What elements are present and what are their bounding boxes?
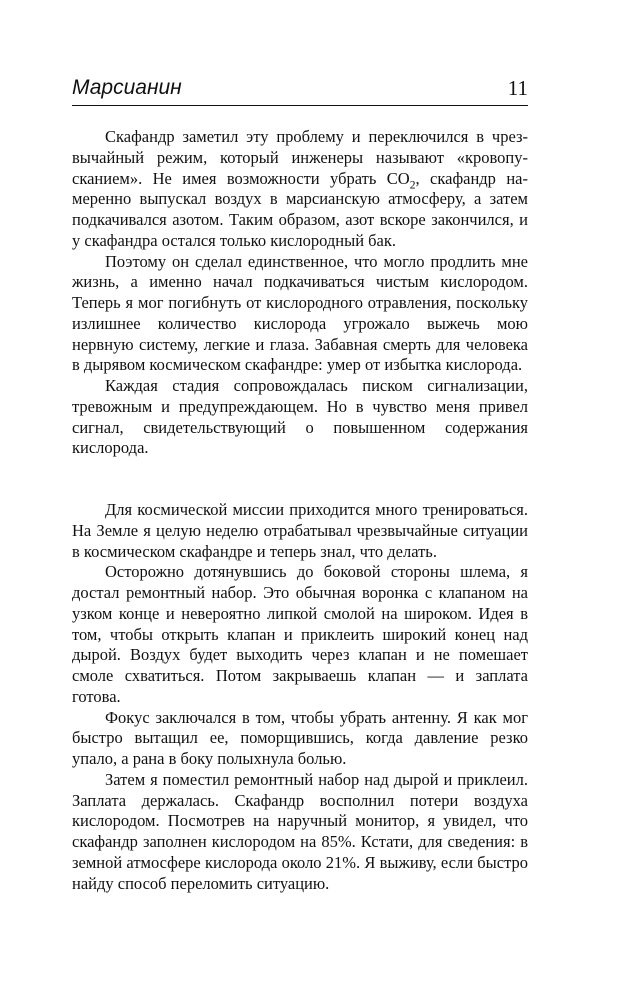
section-break	[72, 459, 528, 500]
body-text	[72, 127, 528, 894]
paragraph: Осторожно дотянувшись до боковой стороны шлема, я достал ремонтный набор. Это обычная воронка с клапаном на узком конце и невероятно липкой смолой на широком. Идея в том, чтобы открыть клапан и приклеить широкий конец над дырой. Воздух будет выходить через клапан и не помешает смоле схватиться. Потом закрываешь клапан — и заплата готова.	[72, 562, 528, 706]
paragraph: Поэтому он сделал единственное, что могло продлить мне жизнь, а именно начал подкачиваться чистым кислородом. Теперь я мог погибнуть от кислородного отравления, поскольку излишнее количество кислорода угрожало выжечь мою нервную систему, легкие и глаза. Забавная смерть для человека в дырявом космическом скафандре: умер от избытка кислорода.	[72, 251, 528, 375]
paragraph: Для космической миссии приходится много тренироваться. На Земле я целую неделю отрабатывал чрезвычайные ситуации в космическом скафандре и теперь знал, что делать.	[72, 500, 528, 561]
paragraph: Скафандр заметил эту проблему и переключился в чрезвычайный режим, который инженеры называют «кровопусканием». Не имея возможности убрать $CO_2$, скафандр намеренно выпускал воздух в марсианскую атмосферу, а затем подкачивался азотом. Таким образом, азот вскоре закончился, и у скафандра остался только кислородный бак.	[72, 127, 528, 250]
paragraph: Фокус заключался в том, чтобы убрать антенну. Я как мог быстро вытащил ее, поморщившись, когда давление резко упало, а рана в боку полыхнула болью.	[72, 707, 528, 768]
paragraph: Затем я поместил ремонтный набор над дырой и приклеил. Заплата держалась. Скафандр восполнил потери воздуха кислородом. Посмотрев на наручный монитор, я увидел, что скафандр заполнен кислородом на 85%. Кстати, для сведения: в земной атмосфере кислорода около 21%. Я выживу, если быстро найду способ переломить ситуацию.	[72, 769, 528, 893]
page-header	[72, 74, 528, 108]
page-number: 11	[507, 76, 528, 100]
running-title: Марсианин	[72, 76, 182, 99]
paragraph: Каждая стадия сопровождалась писком сигнализации, тревожным и предупреждающем. Но в чувство меня привел сигнал, свидетельствующий о повышенном содержания кислорода.	[72, 376, 528, 458]
subscript: 2	[409, 178, 416, 191]
header-rule	[72, 105, 528, 106]
